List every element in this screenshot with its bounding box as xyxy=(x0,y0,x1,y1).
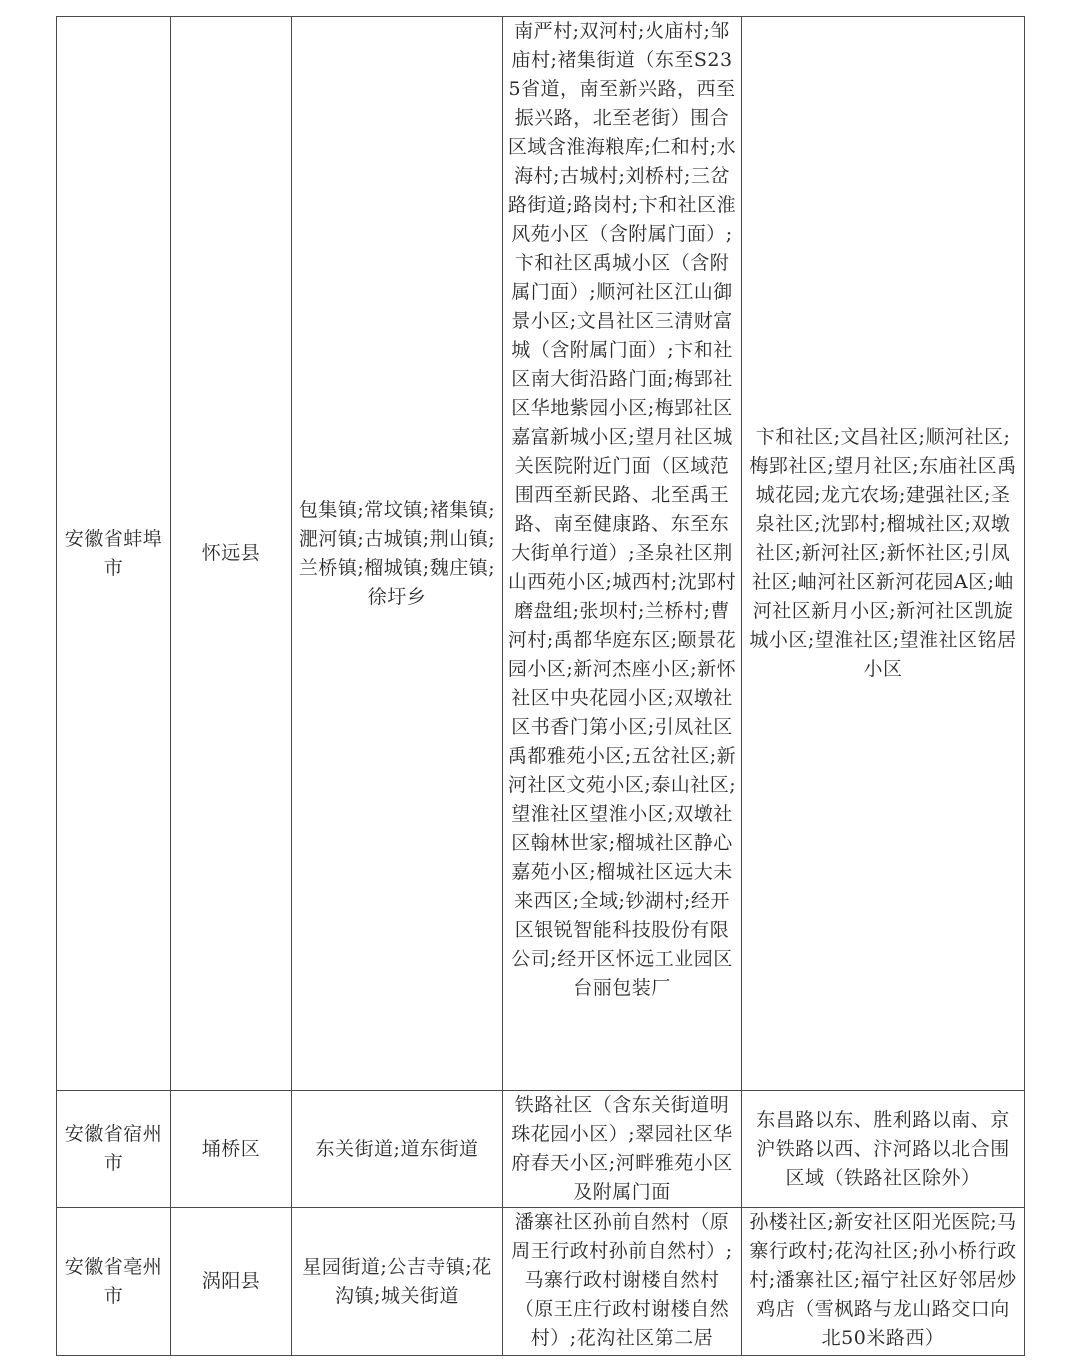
towns-cell: 星园街道;公吉寺镇;花沟镇;城关街道 xyxy=(292,1208,503,1356)
towns-cell: 东关街道;道东街道 xyxy=(292,1091,503,1208)
district-cell: 怀远县 xyxy=(171,17,292,1091)
high-risk-areas-cell: 南严村;双河村;火庙村;邹庙村;褚集街道（东至S235省道，南至新兴路，西至振兴路，北至老街）围合区域含淮海粮库;仁和村;水海村;古城村;刘桥村;三岔路街道;路岗村;卞和社区淮风苑小区（含附属门面）;卞和社区禹城小区（含附属门面）;顺河社区江山御景小区;文昌社区三清财富城（含附属门面）;卞和社区南大街沿路门面;梅郢社区华地紫园小区;梅郢社区嘉富新城小区;望月社区城关医院附近门面（区域范围西至新民路、北至禹王路、南至健康路、东至东大街单行道）;圣泉社区荆山西苑小区;城西村;沈郢村磨盘组;张坝村;兰桥村;曹河村;禹都华庭东区;颐景花园小区;新河杰座小区;新怀社区中央花园小区;双墩社区书香门第小区;引凤社区禹都雅苑小区;五岔社区;新河社区文苑小区;泰山社区;望淮社区望淮小区;双墩社区翰林世家;榴城社区静心嘉苑小区;榴城社区远大未来西区;全域;钞湖村;经开区银锐智能科技股份有限公司;经开区怀远工业园区台丽包装厂 xyxy=(503,17,742,1091)
district-cell: 埇桥区 xyxy=(171,1091,292,1208)
table-row xyxy=(57,1091,1025,1208)
high-risk-areas-cell: 潘寨社区孙前自然村（原周王行政村孙前自然村）;马寨行政村谢楼自然村（原王庄行政村谢楼自然村）;花沟社区第二居 xyxy=(503,1208,742,1356)
table-row xyxy=(57,17,1025,1091)
medium-risk-areas-cell: 卞和社区;文昌社区;顺河社区;梅郢社区;望月社区;东庙社区禹城花园;龙亢农场;建强社区;圣泉社区;沈郢村;榴城社区;双墩社区;新河社区;新怀社区;引凤社区;岫河社区新河花园A区;岫河社区新月小区;新河社区凯旋城小区;望淮社区;望淮社区铭居小区 xyxy=(742,17,1025,1091)
medium-risk-areas-cell: 东昌路以东、胜利路以南、京沪铁路以西、汴河路以北合围区域（铁路社区除外） xyxy=(742,1091,1025,1208)
risk-area-table xyxy=(56,16,1025,1356)
city-cell: 安徽省亳州市 xyxy=(57,1208,171,1356)
towns-cell: 包集镇;常坟镇;褚集镇;淝河镇;古城镇;荆山镇;兰桥镇;榴城镇;魏庄镇;徐圩乡 xyxy=(292,17,503,1091)
high-risk-areas-cell: 铁路社区（含东关街道明珠花园小区）;翠园社区华府春天小区;河畔雅苑小区及附属门面 xyxy=(503,1091,742,1208)
medium-risk-areas-cell: 孙楼社区;新安社区阳光医院;马寨行政村;花沟社区;孙小桥行政村;潘寨社区;福宁社区好邻居炒鸡店（雪枫路与龙山路交口向北50米路西） xyxy=(742,1208,1025,1356)
table-row xyxy=(57,1208,1025,1356)
city-cell: 安徽省蚌埠市 xyxy=(57,17,171,1091)
city-cell: 安徽省宿州市 xyxy=(57,1091,171,1208)
district-cell: 涡阳县 xyxy=(171,1208,292,1356)
